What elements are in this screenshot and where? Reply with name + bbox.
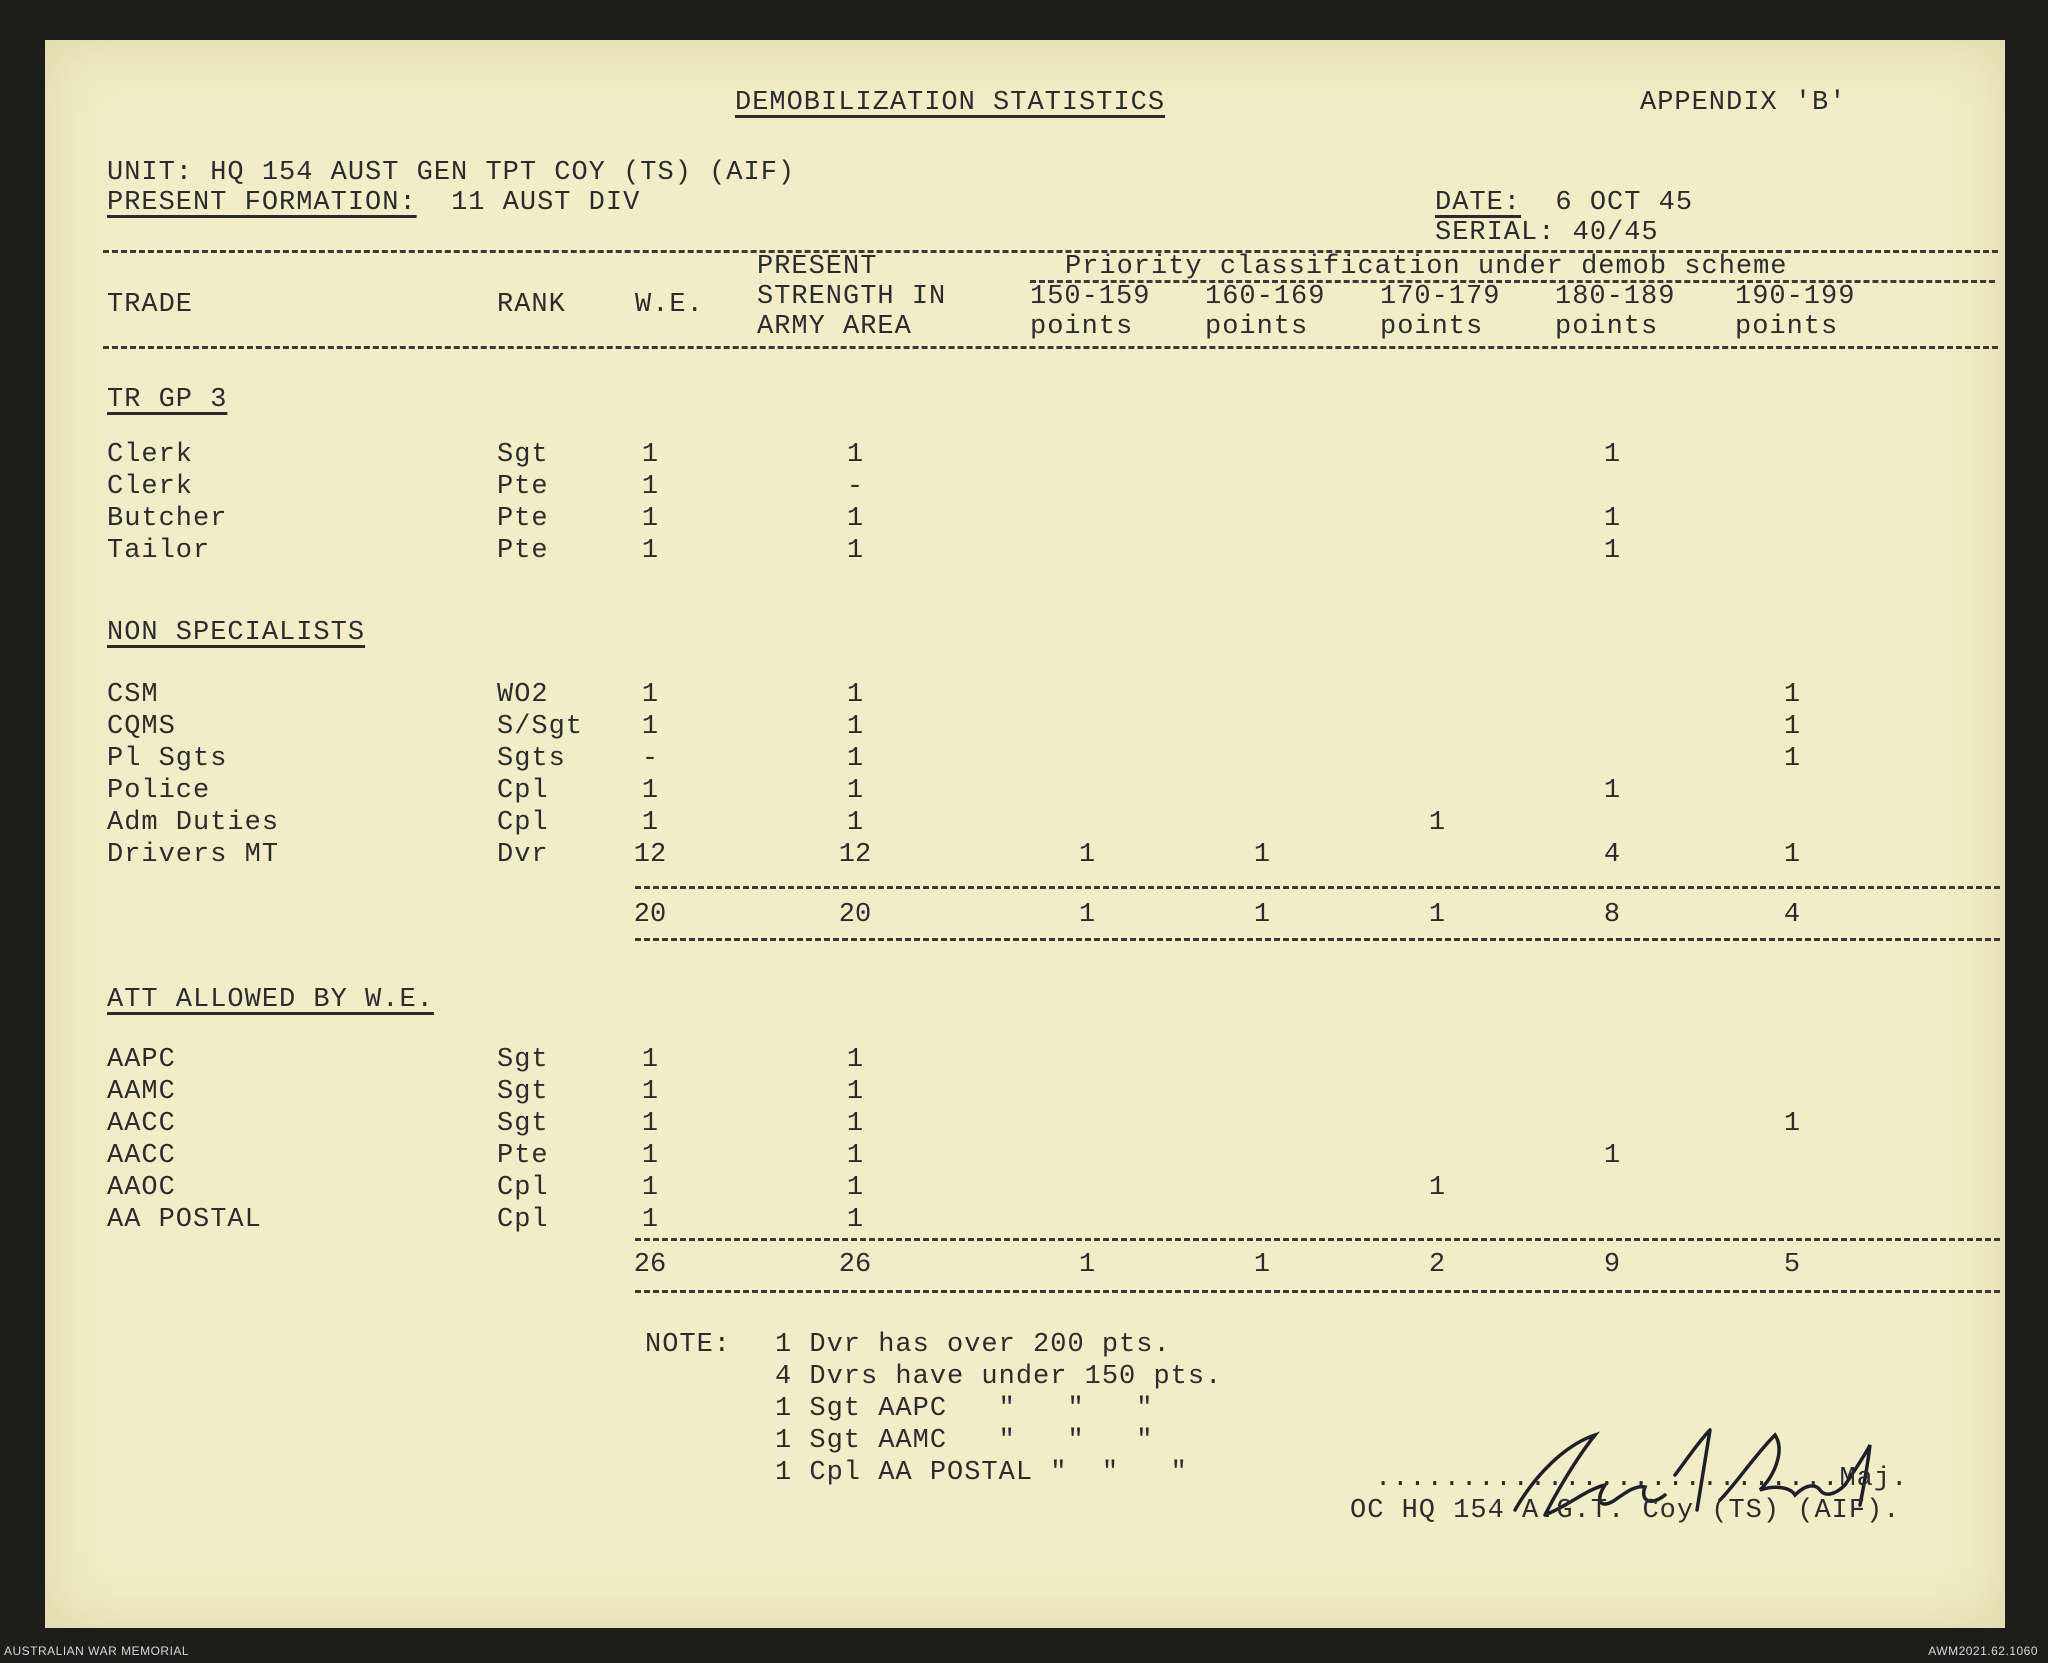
present-strength-cell: 1 xyxy=(846,1205,864,1235)
rank-cell: Pte xyxy=(497,504,549,534)
col-band-1: 150-159 xyxy=(1030,282,1151,312)
formation-line xyxy=(107,188,640,218)
signature-title: OC HQ 154 A.G.T. Coy (TS) (AIF). xyxy=(1350,1496,1901,1526)
unit-label: UNIT: xyxy=(107,158,194,188)
we-cell: 1 xyxy=(641,1109,659,1139)
trade-cell: AAOC xyxy=(107,1173,176,1203)
present-strength-cell: 1 xyxy=(846,1077,864,1107)
we-cell: 1 xyxy=(641,1077,659,1107)
note-line-1: 1 Dvr has over 200 pts. xyxy=(775,1330,1171,1360)
total-we: 26 xyxy=(633,1250,667,1280)
signature-dots-line: ...........................Maj. xyxy=(1375,1464,1909,1494)
we-cell: 1 xyxy=(641,808,659,838)
present-strength-cell: 1 xyxy=(846,776,864,806)
trade-cell: AACC xyxy=(107,1109,176,1139)
we-cell: 1 xyxy=(641,504,659,534)
subtotal-we: 20 xyxy=(633,900,667,930)
rank-cell: Sgt xyxy=(497,1077,549,1107)
col-points-3: points xyxy=(1380,312,1484,342)
trade-cell: AA POSTAL xyxy=(107,1205,262,1235)
subtotal-priority-1: 1 xyxy=(1078,900,1096,930)
we-cell: 1 xyxy=(641,440,659,470)
appendix-label: APPENDIX 'B' xyxy=(1640,88,1847,118)
note-label: NOTE: xyxy=(645,1330,732,1360)
rank-cell: Sgt xyxy=(497,440,549,470)
rank-cell: S/Sgt xyxy=(497,712,584,742)
total-priority-1: 1 xyxy=(1078,1250,1096,1280)
col-present-1: PRESENT xyxy=(757,252,878,282)
serial-value: 40/45 xyxy=(1572,218,1659,248)
rank-cell: Cpl xyxy=(497,1173,549,1203)
present-strength-cell: 1 xyxy=(846,504,864,534)
rank-cell: Pte xyxy=(497,536,549,566)
trade-cell: Adm Duties xyxy=(107,808,280,838)
col-we: W.E. xyxy=(635,290,704,320)
total-priority-5: 5 xyxy=(1783,1250,1801,1280)
priority-cell-3: 1 xyxy=(1428,808,1446,838)
present-strength-cell: 1 xyxy=(846,808,864,838)
we-cell: 1 xyxy=(641,536,659,566)
trade-cell: AAMC xyxy=(107,1077,176,1107)
col-rank: RANK xyxy=(497,290,566,320)
date-line xyxy=(1435,188,1693,218)
col-band-2: 160-169 xyxy=(1205,282,1326,312)
priority-cell-4: 1 xyxy=(1603,504,1621,534)
trade-cell: CSM xyxy=(107,680,159,710)
trade-cell: Clerk xyxy=(107,472,194,502)
we-cell: 1 xyxy=(641,1205,659,1235)
column-header-rule xyxy=(103,346,1998,349)
present-strength-cell: 12 xyxy=(838,840,872,870)
trade-cell: AAPC xyxy=(107,1045,176,1075)
we-cell: 1 xyxy=(641,1141,659,1171)
we-cell: 1 xyxy=(641,1173,659,1203)
we-cell: 1 xyxy=(641,776,659,806)
we-cell: 1 xyxy=(641,712,659,742)
section-heading-tr-gp-3: TR GP 3 xyxy=(107,385,228,415)
total-rule-top xyxy=(635,1238,2000,1241)
note-line-2: 4 Dvrs have under 150 pts. xyxy=(775,1362,1223,1392)
section-heading-attached: ATT ALLOWED BY W.E. xyxy=(107,985,434,1015)
total-present: 26 xyxy=(838,1250,872,1280)
total-priority-2: 1 xyxy=(1253,1250,1271,1280)
subtotal-present: 20 xyxy=(838,900,872,930)
priority-cell-2: 1 xyxy=(1253,840,1271,870)
priority-cell-4: 1 xyxy=(1603,440,1621,470)
note-line-5: 1 Cpl AA POSTAL " " " xyxy=(775,1458,1188,1488)
priority-cell-4: 1 xyxy=(1603,776,1621,806)
rank-cell: Cpl xyxy=(497,776,549,806)
trade-cell: Tailor xyxy=(107,536,211,566)
document-page xyxy=(45,40,2005,1628)
present-strength-cell: - xyxy=(846,472,864,502)
trade-cell: Butcher xyxy=(107,504,228,534)
trade-cell: Clerk xyxy=(107,440,194,470)
we-cell: 1 xyxy=(641,680,659,710)
note-line-3: 1 Sgt AAPC " " " xyxy=(775,1394,1154,1424)
total-priority-4: 9 xyxy=(1603,1250,1621,1280)
present-strength-cell: 1 xyxy=(846,1141,864,1171)
present-strength-cell: 1 xyxy=(846,536,864,566)
col-points-5: points xyxy=(1735,312,1839,342)
col-band-4: 180-189 xyxy=(1555,282,1676,312)
trade-cell: AACC xyxy=(107,1141,176,1171)
priority-cell-5: 1 xyxy=(1783,1109,1801,1139)
subtotal-priority-3: 1 xyxy=(1428,900,1446,930)
subtotal-priority-2: 1 xyxy=(1253,900,1271,930)
formation-label: PRESENT FORMATION: xyxy=(107,188,417,218)
serial-label: SERIAL: xyxy=(1435,218,1556,248)
unit-line xyxy=(107,158,795,188)
present-strength-cell: 1 xyxy=(846,1173,864,1203)
present-strength-cell: 1 xyxy=(846,744,864,774)
archive-credit: AUSTRALIAN WAR MEMORIAL xyxy=(4,1644,190,1658)
document-title: DEMOBILIZATION STATISTICS xyxy=(735,88,1166,118)
trade-cell: Drivers MT xyxy=(107,840,280,870)
col-trade: TRADE xyxy=(107,290,194,320)
priority-cell-4: 1 xyxy=(1603,1141,1621,1171)
rank-cell: Cpl xyxy=(497,1205,549,1235)
we-cell: 1 xyxy=(641,472,659,502)
col-band-3: 170-179 xyxy=(1380,282,1501,312)
col-present-3: ARMY AREA xyxy=(757,312,912,342)
present-strength-cell: 1 xyxy=(846,680,864,710)
we-cell: 1 xyxy=(641,1045,659,1075)
priority-cell-3: 1 xyxy=(1428,1173,1446,1203)
rank-cell: Sgt xyxy=(497,1109,549,1139)
rank-cell: Cpl xyxy=(497,808,549,838)
subtotal-rule-top xyxy=(635,886,2000,889)
we-cell: - xyxy=(641,744,659,774)
col-priority: Priority classification under demob scheme xyxy=(1065,252,1788,282)
priority-cell-5: 1 xyxy=(1783,712,1801,742)
subtotal-priority-5: 4 xyxy=(1783,900,1801,930)
priority-cell-5: 1 xyxy=(1783,744,1801,774)
present-strength-cell: 1 xyxy=(846,1109,864,1139)
rank-cell: Pte xyxy=(497,1141,549,1171)
priority-cell-1: 1 xyxy=(1078,840,1096,870)
note-line-4: 1 Sgt AAMC " " " xyxy=(775,1426,1154,1456)
formation-value: 11 AUST DIV xyxy=(451,188,641,218)
total-rule-bottom xyxy=(635,1290,2000,1293)
date-value: 6 OCT 45 xyxy=(1555,188,1694,218)
section-heading-non-specialists: NON SPECIALISTS xyxy=(107,618,366,648)
priority-cell-5: 1 xyxy=(1783,680,1801,710)
rank-cell: Dvr xyxy=(497,840,549,870)
trade-cell: Police xyxy=(107,776,211,806)
date-label: DATE: xyxy=(1435,188,1522,218)
present-strength-cell: 1 xyxy=(846,712,864,742)
col-band-5: 190-199 xyxy=(1735,282,1856,312)
rank-cell: WO2 xyxy=(497,680,549,710)
trade-cell: CQMS xyxy=(107,712,176,742)
priority-cell-4: 1 xyxy=(1603,536,1621,566)
col-points-4: points xyxy=(1555,312,1659,342)
priority-cell-5: 1 xyxy=(1783,840,1801,870)
rank-cell: Sgts xyxy=(497,744,566,774)
col-points-1: points xyxy=(1030,312,1134,342)
subtotal-priority-4: 8 xyxy=(1603,900,1621,930)
serial-line xyxy=(1435,218,1659,248)
col-points-2: points xyxy=(1205,312,1309,342)
present-strength-cell: 1 xyxy=(846,1045,864,1075)
rank-cell: Sgt xyxy=(497,1045,549,1075)
col-present-2: STRENGTH IN xyxy=(757,282,947,312)
subtotal-rule-bottom xyxy=(635,938,2000,941)
we-cell: 12 xyxy=(633,840,667,870)
present-strength-cell: 1 xyxy=(846,440,864,470)
priority-cell-4: 4 xyxy=(1603,840,1621,870)
rank-cell: Pte xyxy=(497,472,549,502)
total-priority-3: 2 xyxy=(1428,1250,1446,1280)
archive-reference: AWM2021.62.1060 xyxy=(1928,1644,2038,1658)
unit-value: HQ 154 AUST GEN TPT COY (TS) (AIF) xyxy=(210,158,796,188)
trade-cell: Pl Sgts xyxy=(107,744,228,774)
